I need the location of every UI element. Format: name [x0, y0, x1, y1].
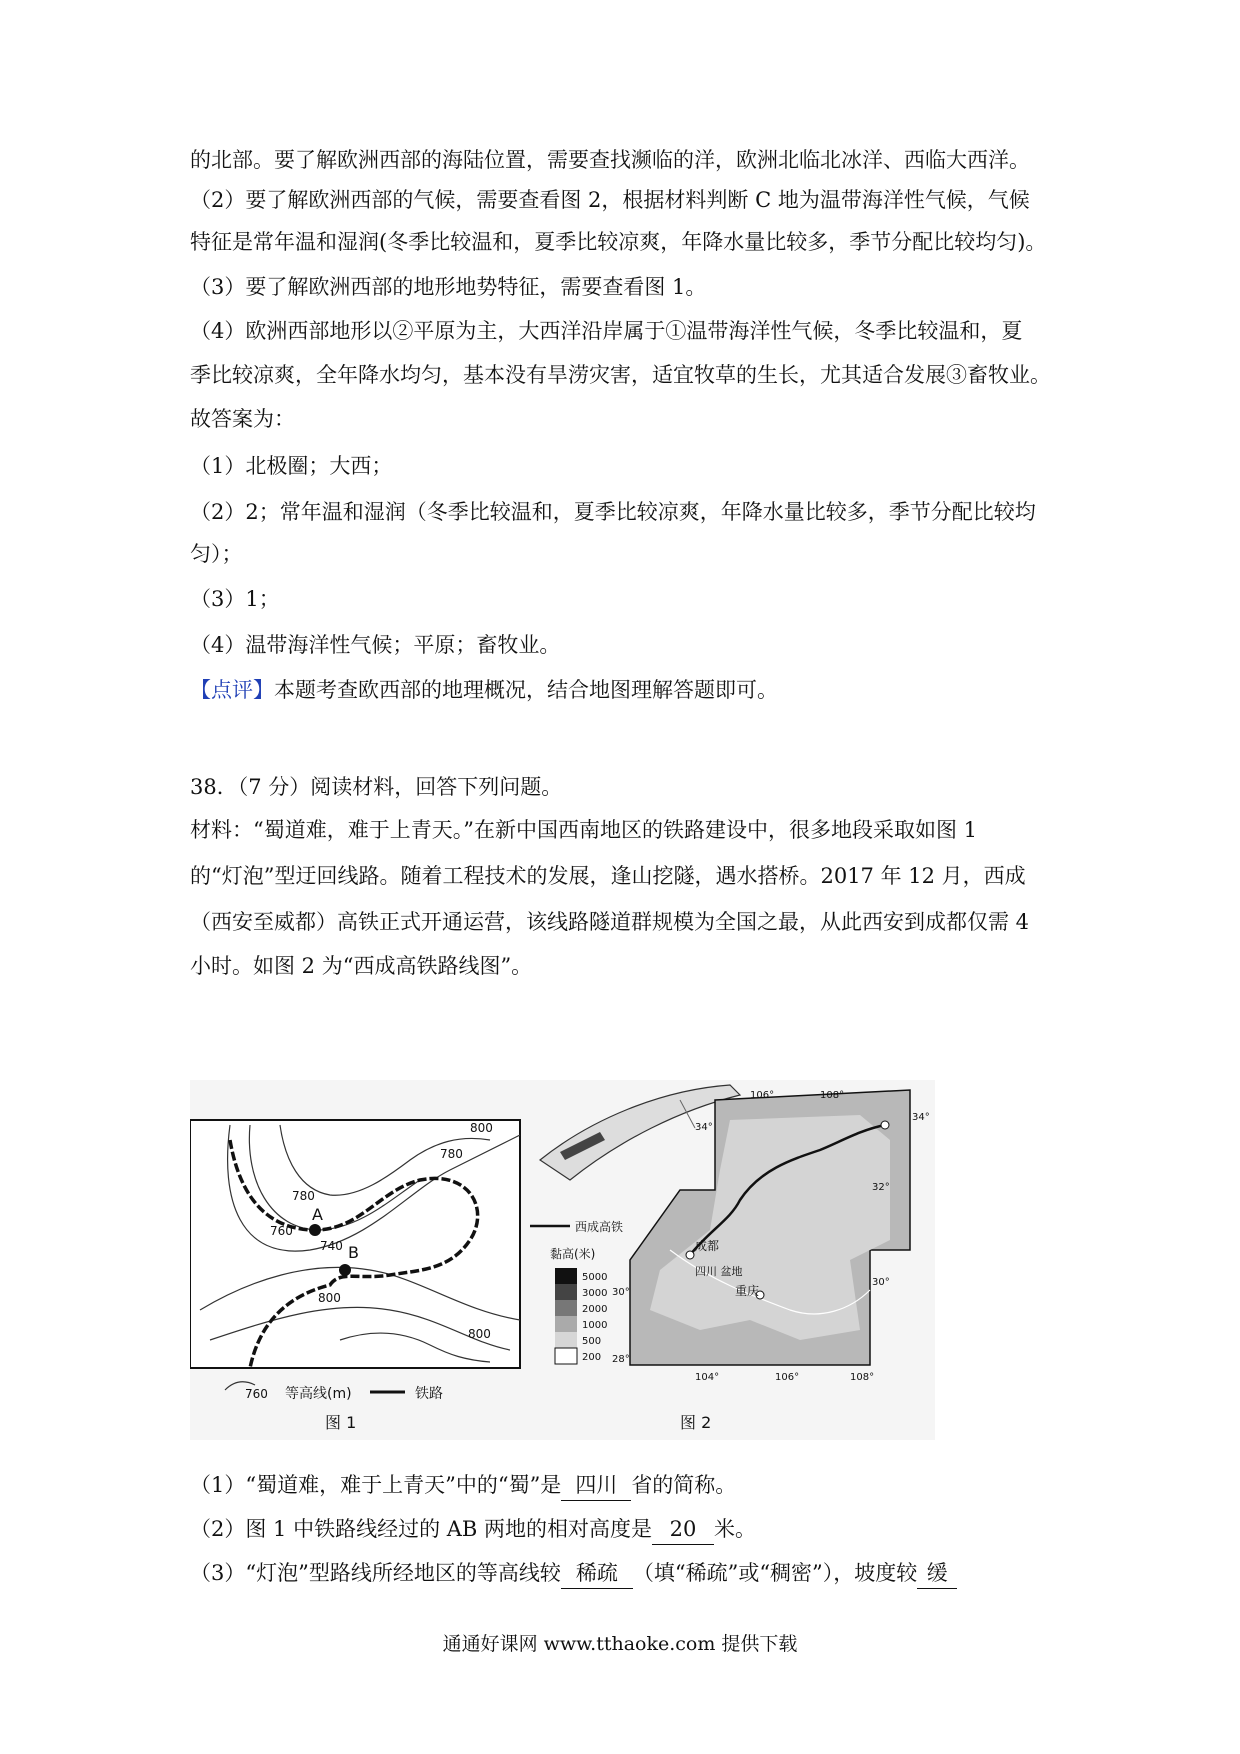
legend-value: 2000: [582, 1304, 608, 1315]
contour-label: 780: [440, 1147, 463, 1161]
material-line: 小时。如图 2 为“西成高铁路线图”。: [190, 954, 533, 978]
figure-2-caption: 图 2: [680, 1413, 712, 1432]
text-line: （3）要了解欧洲西部的地形地势特征，需要查看图 1。: [190, 275, 707, 299]
legend-value: 3000: [582, 1288, 608, 1299]
answer-3: （3）1；: [190, 587, 280, 611]
page-footer: 通通好课网 www.tthaoke.com 提供下载: [442, 1633, 798, 1655]
sub-question-text: （填“稀疏”或“稠密”），坡度较: [632, 1561, 918, 1585]
figure-1-caption: 图 1: [325, 1413, 357, 1432]
legend-contour: 等高线(m): [285, 1386, 352, 1402]
lon-label: 106°: [775, 1372, 800, 1383]
lat-label: 34°: [695, 1122, 713, 1133]
contour-label: 740: [320, 1239, 343, 1253]
sub-question-2: [190, 1514, 1060, 1545]
answer-blank: 四川: [561, 1470, 631, 1501]
contour-label: 760: [270, 1224, 293, 1238]
city-chengdu: 成都: [695, 1239, 720, 1253]
text-line: 特征是常年温和湿润(冬季比较温和，夏季比较凉爽，年降水量比较多，季节分配比较均匀)。: [190, 230, 1047, 254]
legend-rail: 铁路: [415, 1386, 443, 1402]
material-line: 的“灯泡”型迂回线路。随着工程技术的发展，逢山挖隧，遇水搭桥。2017 年 12 月，西成: [190, 864, 1026, 888]
contour-label: 800: [470, 1121, 493, 1135]
sub-question-text: （2）图 1 中铁路线经过的 AB 两地的相对高度是: [190, 1517, 653, 1541]
sub-question-text: 米。: [714, 1517, 757, 1541]
sub-question-text: 省的简称。: [631, 1473, 737, 1497]
review-tag: 【点评】: [190, 678, 274, 702]
sub-question-text: （3）“灯泡”型路线所经地区的等高线较: [190, 1561, 561, 1585]
sub-question-3: [190, 1558, 1060, 1589]
sub-question-1: [190, 1470, 1060, 1501]
material-line: 材料：“蜀道难，难于上青天。”在新中国西南地区的铁路建设中，很多地段采取如图 1: [190, 818, 978, 842]
contour-label: 800: [318, 1291, 341, 1305]
lon-label: 108°: [850, 1372, 875, 1383]
legend-title: 黏高(米): [550, 1247, 596, 1261]
material-line: （西安至威都）高铁正式开通运营，该线路隧道群规模为全国之最，从此西安到成都仅需 4: [190, 910, 1030, 934]
answer-blank: 20: [652, 1514, 714, 1545]
answer-4: （4）温带海洋性气候；平原；畜牧业。: [190, 633, 561, 657]
legend-value: 500: [582, 1336, 602, 1347]
point-b-label: B: [348, 1243, 359, 1262]
legend-value: 200: [582, 1352, 602, 1363]
review-text: 本题考查欧西部的地理概况，结合地图理解答题即可。: [274, 678, 778, 702]
legend-line: 西成高铁: [575, 1220, 624, 1234]
contour-map-figure: [190, 1080, 525, 1440]
basin-label: 四川 盆地: [695, 1265, 743, 1278]
lat-label: 30°: [872, 1277, 890, 1288]
lat-label: 34°: [912, 1112, 930, 1123]
question-header: 38．（7 分）阅读材料，回答下列问题。: [190, 775, 563, 799]
route-map-figure: [530, 1080, 935, 1440]
lon-label: 108°: [820, 1090, 845, 1101]
text-line: 故答案为：: [190, 407, 295, 431]
lat-label: 28°: [612, 1354, 630, 1365]
legend-contour-value: 760: [245, 1387, 268, 1401]
text-line: （4）欧洲西部地形以②平原为主，大西洋沿岸属于①温带海洋性气候，冬季比较温和，夏: [190, 319, 1023, 343]
sub-question-text: （1）“蜀道难，难于上青天”中的“蜀”是: [190, 1473, 562, 1497]
answer-2: （2）2；常年温和湿润（冬季比较温和，夏季比较凉爽，年降水量比较多，季节分配比较均: [190, 500, 1036, 524]
legend-value: 1000: [582, 1320, 608, 1331]
answer-1: （1）北极圈；大西；: [190, 454, 393, 478]
point-a-label: A: [312, 1205, 323, 1224]
lon-label: 104°: [695, 1372, 720, 1383]
review-line: [190, 675, 1060, 705]
answer-2-cont: 匀）；: [190, 542, 243, 566]
contour-label: 780: [292, 1189, 315, 1203]
text-line: 的北部。要了解欧洲西部的海陆位置，需要查找濒临的洋，欧洲北临北冰洋、西临大西洋。: [190, 148, 1030, 172]
answer-blank: 缓: [917, 1558, 957, 1589]
legend-value: 5000: [582, 1272, 608, 1283]
lat-label: 30°: [612, 1287, 630, 1298]
answer-blank: 稀疏: [561, 1558, 633, 1589]
contour-label: 800: [468, 1327, 491, 1341]
figure-panel: [190, 1080, 935, 1440]
city-chongqing: 重庆: [735, 1284, 760, 1298]
lon-label: 106°: [750, 1090, 775, 1101]
text-line: 季比较凉爽，全年降水均匀，基本没有旱涝灾害，适宜牧草的生长，尤其适合发展③畜牧业。: [190, 363, 1051, 387]
text-line: （2）要了解欧洲西部的气候，需要查看图 2，根据材料判断 C 地为温带海洋性气候，气候: [190, 188, 1030, 212]
lat-label: 32°: [872, 1182, 890, 1193]
